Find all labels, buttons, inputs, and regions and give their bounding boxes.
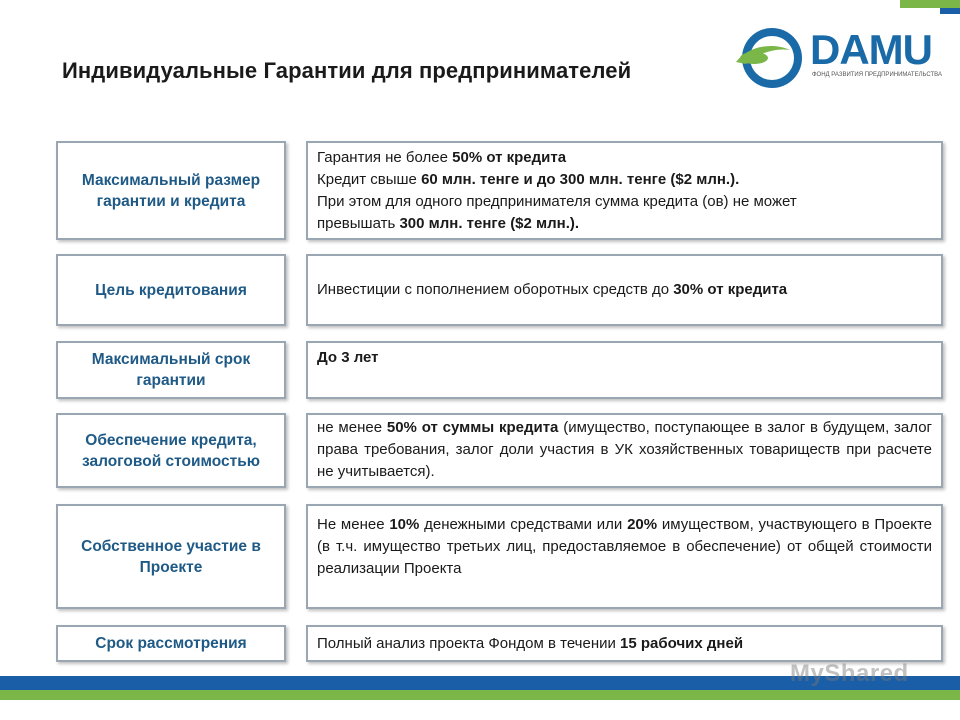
row-content bbox=[306, 254, 943, 326]
text-bold: 10% bbox=[389, 516, 420, 533]
text-normal: Инвестиции с пополнением оборотных средств до bbox=[317, 281, 674, 298]
text-bold: 20% bbox=[627, 516, 658, 533]
text-normal: имуществом, участвующего в Проекте (в т.ч. имущество третьих лиц, предоставляемое в обеспечение) от общей стоимости реализации Проекта bbox=[317, 516, 932, 577]
text-normal: (имущество, поступающее в залог в будущем, залог права требования, залог доли участия в УК хозяйственных товариществ при расчете не учитывается). bbox=[317, 419, 933, 480]
damu-logo bbox=[732, 20, 942, 100]
logo-text: DAMU bbox=[810, 26, 932, 73]
text-normal: Кредит свыше bbox=[317, 171, 422, 188]
text-normal: превышать bbox=[317, 215, 400, 232]
content-text bbox=[317, 279, 787, 301]
content-text bbox=[317, 633, 743, 655]
logo-subtitle: ФОНД РАЗВИТИЯ ПРЕДПРИНИМАТЕЛЬСТВА bbox=[812, 72, 942, 78]
row-label: Максимальный срок гарантии bbox=[56, 341, 286, 399]
row-own-participation bbox=[56, 504, 943, 609]
text-normal: не менее bbox=[317, 419, 387, 436]
top-decoration bbox=[0, 0, 960, 14]
row-label: Срок рассмотрения bbox=[56, 625, 286, 662]
text-normal: Гарантия не более bbox=[317, 149, 453, 166]
text-bold: 60 млн. тенге и до 300 млн. тенге ($2 млн.). bbox=[421, 171, 740, 188]
text-normal: Полный анализ проекта Фондом в течении bbox=[317, 634, 621, 652]
content-line bbox=[317, 191, 932, 213]
row-content bbox=[306, 413, 943, 488]
row-credit-purpose bbox=[56, 254, 943, 326]
logo-swoosh-icon bbox=[732, 24, 808, 94]
bottom-green-bar bbox=[0, 690, 960, 700]
text-bold: 15 рабочих дней bbox=[620, 634, 744, 652]
row-label: Цель кредитования bbox=[56, 254, 286, 326]
top-green-bar bbox=[900, 0, 960, 8]
content-line bbox=[317, 147, 932, 169]
text-bold: 30% от кредита bbox=[673, 281, 788, 298]
watermark: MyShared bbox=[790, 660, 909, 687]
row-content bbox=[306, 504, 943, 609]
text-bold: 50% от кредита bbox=[452, 149, 567, 166]
row-label: Обеспечение кредита, залоговой стоимостью bbox=[56, 413, 286, 488]
row-content bbox=[306, 625, 943, 662]
row-collateral bbox=[56, 413, 943, 488]
content-line bbox=[317, 213, 932, 235]
row-max-term bbox=[56, 341, 943, 399]
row-label: Собственное участие в Проекте bbox=[56, 504, 286, 609]
row-label: Максимальный размер гарантии и кредита bbox=[56, 141, 286, 240]
row-review-term bbox=[56, 625, 943, 662]
text-normal: При этом для одного предпринимателя сумма кредита (ов) не может bbox=[317, 193, 797, 210]
text-bold: До 3 лет bbox=[317, 349, 379, 366]
row-content bbox=[306, 141, 943, 240]
content-line bbox=[317, 169, 932, 191]
text-bold: 300 млн. тенге ($2 млн.). bbox=[399, 215, 580, 232]
page-title: Индивидуальные Гарантии для предпринимателей bbox=[62, 58, 632, 83]
row-max-guarantee bbox=[56, 141, 943, 240]
text-normal: денежными средствами или bbox=[419, 516, 628, 533]
row-content bbox=[306, 341, 943, 399]
text-bold: 50% от суммы кредита bbox=[386, 419, 559, 436]
text-normal: Не менее bbox=[317, 516, 390, 533]
top-blue-bar bbox=[940, 8, 960, 14]
